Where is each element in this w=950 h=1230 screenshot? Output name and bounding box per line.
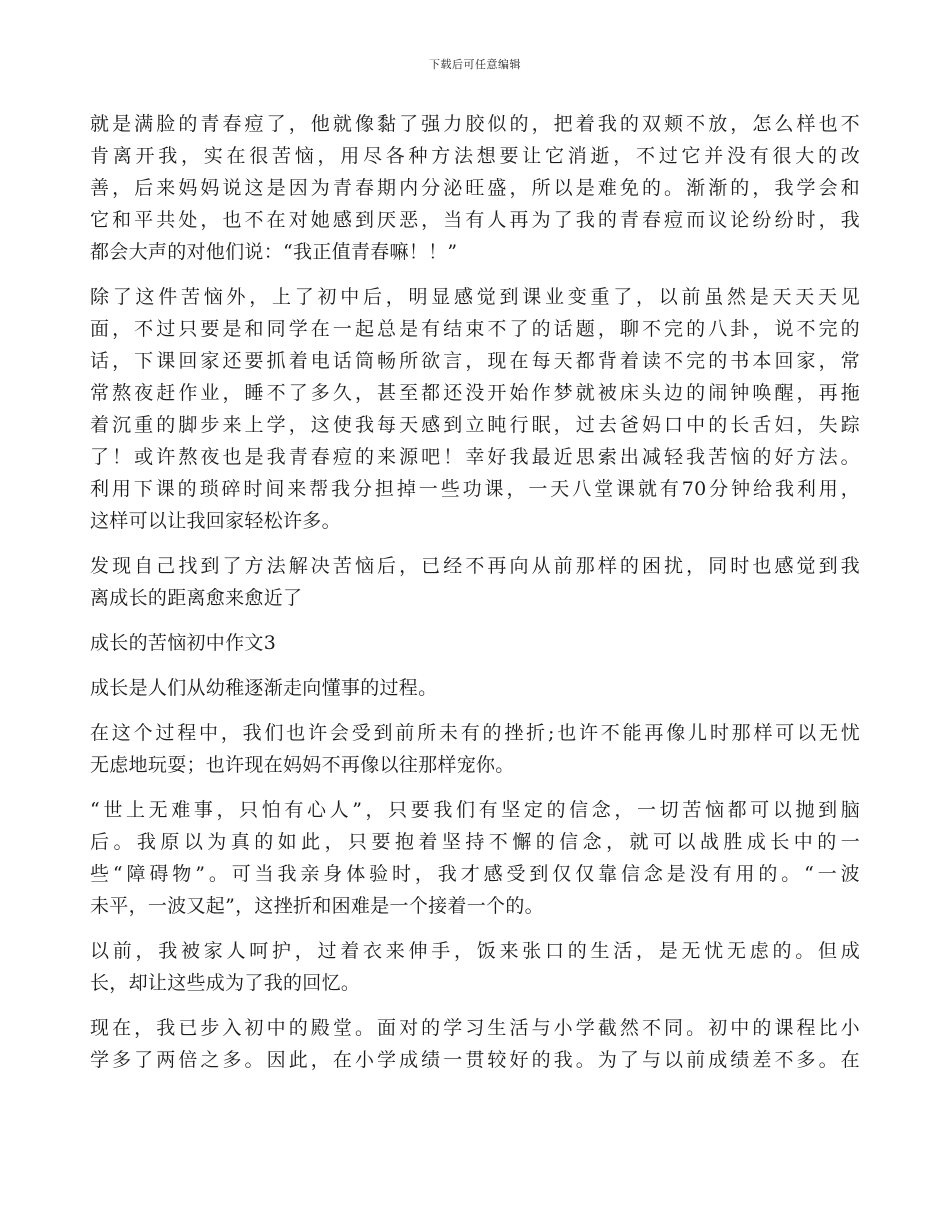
text-line: 善，后来妈妈说这是因为青春期内分泌旺盛，所以是难免的。渐渐的，我学会和: [90, 177, 860, 199]
page-header: 下载后可任意编辑: [429, 58, 521, 71]
paragraph: [90, 108, 860, 268]
text-line: 了！或许熬夜也是我青春痘的来源吧！幸好我最近思索出减轻我苦恼的好方法。: [90, 446, 860, 468]
text-line: 常熬夜赶作业，睡不了多久，甚至都还没开始作梦就被床头边的闹钟唤醒，再拖: [90, 382, 860, 404]
text-line: 发现自己找到了方法解决苦恼后，已经不再向从前那样的困扰，同时也感觉到我: [90, 555, 860, 577]
text-line: 以前，我被家人呵护，过着衣来伸手，饭来张口的生活，是无忧无虑的。但成: [90, 940, 860, 962]
text-line: 学多了两倍之多。因此，在小学成绩一贯较好的我。为了与以前成绩差不多。在: [90, 1049, 860, 1071]
text-line: 现在，我已步入初中的殿堂。面对的学习生活与小学截然不同。初中的课程比小: [90, 1017, 860, 1039]
section-heading: [90, 627, 860, 659]
text-line: 些“障碍物”。可当我亲身体验时，我才感受到仅仅靠信念是没有用的。“一波: [90, 863, 860, 885]
paragraph: [90, 281, 860, 537]
text-line: 利用下课的琐碎时间来帮我分担掉一些功课，一天八堂课就有70分钟给我利用，: [90, 478, 860, 500]
text-line: 它和平共处，也不在对她感到厌恶，当有人再为了我的青春痘而议论纷纷时，我: [90, 209, 860, 231]
paragraph: [90, 935, 860, 999]
text-line: 成长是人们从幼稚逐渐走向懂事的过程。: [90, 677, 438, 699]
text-line: 无虑地玩耍；也许现在妈妈不再像以往那样宠你。: [90, 754, 515, 776]
text-line: 除了这件苦恼外，上了初中后，明显感觉到课业变重了，以前虽然是天天天见: [90, 286, 860, 308]
text-line: 就是满脸的青春痘了，他就像黏了强力胶似的，把着我的双颊不放，怎么样也不: [90, 113, 860, 135]
paragraph: [90, 672, 860, 704]
text-line: 后。我原以为真的如此，只要抱着坚持不懈的信念，就可以战胜成长中的一: [90, 831, 860, 853]
text-line: “世上无难事，只怕有心人”，只要我们有坚定的信念，一切苦恼都可以抛到脑: [90, 799, 860, 821]
paragraph: [90, 550, 860, 614]
text-line: 话，下课回家还要抓着电话筒畅所欲言，现在每天都背着读不完的书本回家，常: [90, 350, 860, 372]
text-line: 肯离开我，实在很苦恼，用尽各种方法想要让它消逝，不过它并没有很大的改: [90, 145, 860, 167]
text-line: 离成长的距离愈来愈近了: [90, 587, 303, 609]
paragraph: [90, 1012, 860, 1076]
text-line: 这样可以让我回家轻松许多。: [90, 510, 341, 532]
document-body: [90, 108, 860, 1089]
text-line: 未平，一波又起”，这挫折和困难是一个接着一个的。: [90, 895, 544, 917]
paragraph: [90, 794, 860, 922]
text-line: 着沉重的脚步来上学，这使我每天感到立盹行眠，过去爸妈口中的长舌妇，失踪: [90, 414, 860, 436]
text-line: 面，不过只要是和同学在一起总是有结束不了的话题，聊不完的八卦，说不完的: [90, 318, 860, 340]
paragraph: [90, 717, 860, 781]
text-line: 都会大声的对他们说：“我正值青春嘛！！”: [90, 241, 458, 263]
text-line: 成长的苦恼初中作文3: [90, 632, 277, 654]
text-line: 在这个过程中，我们也许会受到前所未有的挫折;也许不能再像儿时那样可以无忧: [90, 722, 860, 744]
text-line: 长，却让这些成为了我的回忆。: [90, 972, 361, 994]
